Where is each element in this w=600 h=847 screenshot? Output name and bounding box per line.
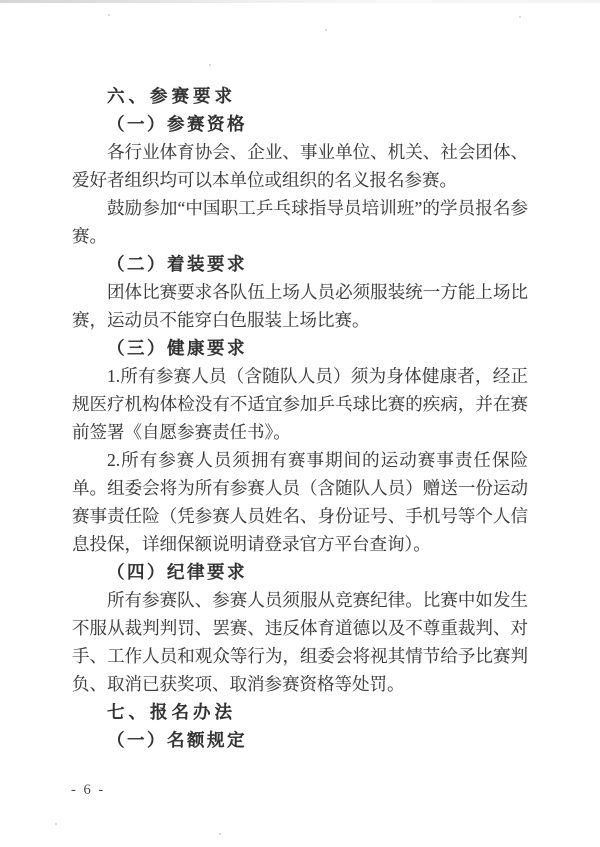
paragraph-eligibility-1: 各行业体育协会、企业、事业单位、机关、社会团体、爱好者组织均可以本单位或组织的名义报名参赛。 bbox=[72, 142, 528, 190]
paragraph-health-2: 2.所有参赛人员须拥有赛事期间的运动赛事责任保险单。组委会将为所有参赛人员（含随队人员）赠送一份运动赛事责任险（凭参赛人员姓名、身份证号、手机号等个人信息投保，详细保额说明请登录官方平台查询）。 bbox=[72, 450, 528, 554]
scan-noise-dot bbox=[55, 823, 57, 825]
paragraph-health-1: 1.所有参赛人员（含随队人员）须为身体健康者，经正规医疗机构体检没有不适宜参加乒乓球比赛的疾病，并在赛前签署《自愿参赛责任书》。 bbox=[72, 366, 528, 442]
section-heading-participation-requirements: 六、参赛要求 bbox=[107, 86, 236, 106]
subsection-heading-dress-code: （二）着装要求 bbox=[107, 254, 247, 274]
paragraph-discipline: 所有参赛队、参赛人员须服从竞赛纪律。比赛中如发生不服从裁判判罚、罢赛、违反体育道德以及不尊重裁判、对手、工作人员和观众等行为，组委会将视其情节给予比赛判负、取消已获奖项、取消参赛资格等处罚。 bbox=[72, 590, 528, 694]
scan-edge-artifact bbox=[0, 0, 600, 3]
paragraph-eligibility-2: 鼓励参加“中国职工乒乓球指导员培训班”的学员报名参赛。 bbox=[72, 198, 528, 246]
subsection-heading-health: （三）健康要求 bbox=[107, 338, 247, 358]
document-content bbox=[72, 82, 528, 754]
scan-noise-dot bbox=[209, 64, 211, 66]
subsection-heading-quota: （一）名额规定 bbox=[107, 730, 247, 750]
scan-noise-dot bbox=[325, 29, 327, 31]
scan-noise-dot bbox=[219, 833, 221, 835]
paragraph-dress-code: 团体比赛要求各队伍上场人员必须服装统一方能上场比赛，运动员不能穿白色服装上场比赛。 bbox=[72, 282, 528, 330]
section-heading-registration-method: 七、报名办法 bbox=[107, 702, 236, 722]
page-number: - 6 - bbox=[71, 782, 106, 798]
scan-noise-dot bbox=[108, 14, 110, 16]
subsection-heading-discipline: （四）纪律要求 bbox=[107, 562, 247, 582]
scan-noise-dot bbox=[519, 16, 521, 18]
subsection-heading-eligibility: （一）参赛资格 bbox=[107, 114, 247, 134]
